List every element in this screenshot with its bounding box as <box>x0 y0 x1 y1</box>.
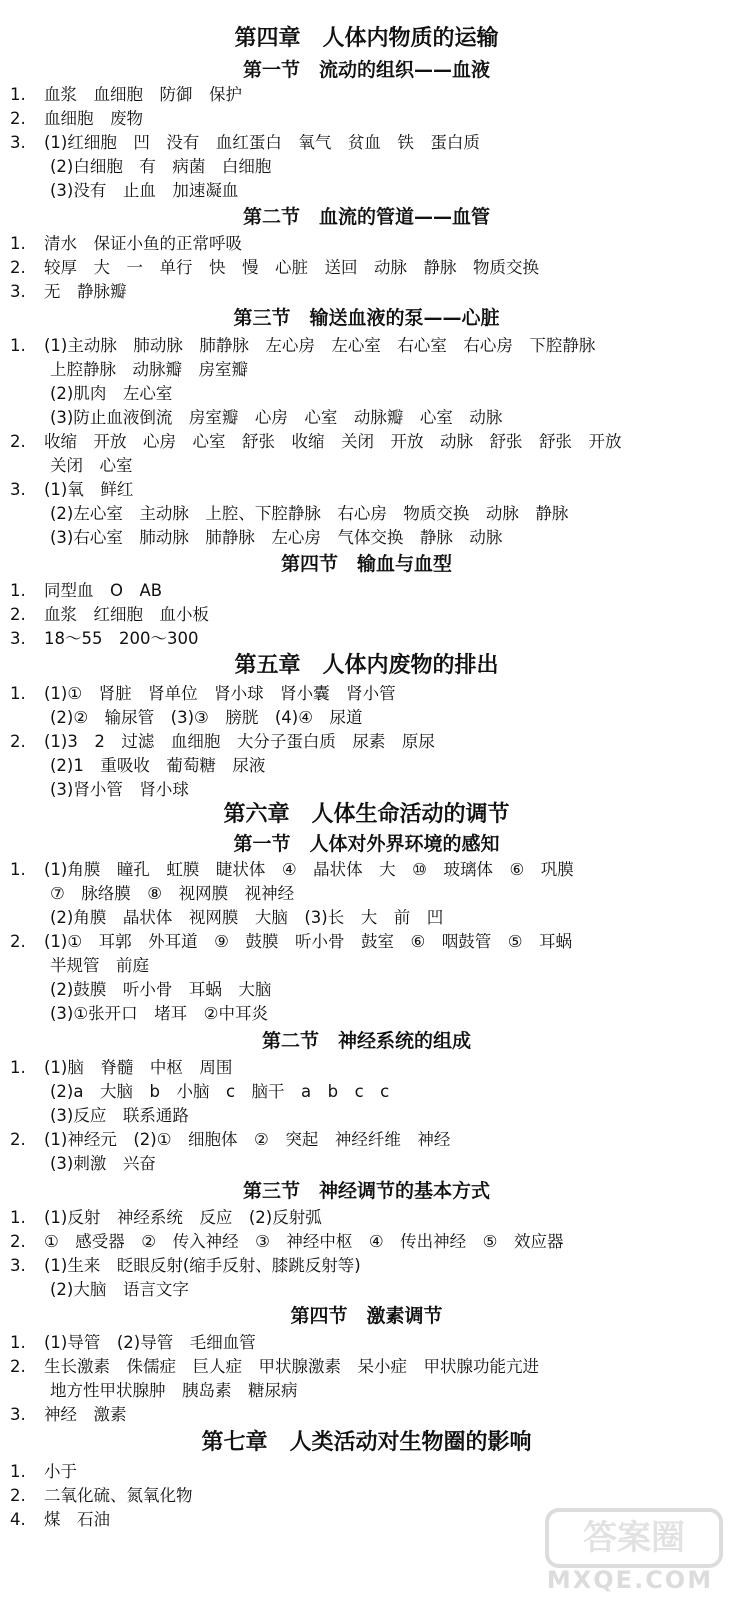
answer-line <box>10 132 480 153</box>
answer-line <box>10 108 143 129</box>
answer-text: 血细胞 废物 <box>44 109 143 128</box>
answer-text: (1)生来 眨眼反射(缩手反射、膝跳反射等) <box>44 1256 361 1275</box>
answer-text: 收缩 开放 心房 心室 舒张 收缩 关闭 开放 动脉 舒张 舒张 开放 <box>44 432 622 451</box>
answer-text: 无 静脉瓣 <box>44 282 127 301</box>
answer-continuation: (2)a 大脑 b 小脑 c 脑干 a b c c <box>50 1082 390 1101</box>
item-number: 1. <box>10 234 26 253</box>
item-number: 3. <box>10 133 26 152</box>
answer-text: (1)神经元 (2)① 细胞体 ② 突起 神经纤维 神经 <box>44 1130 451 1149</box>
answer-continuation: (2)左心室 主动脉 上腔、下腔静脉 右心房 物质交换 动脉 静脉 <box>50 504 569 523</box>
item-number: 2. <box>10 432 26 451</box>
item-number: 2. <box>10 932 26 951</box>
chapter-title: 第五章 人体内废物的排出 <box>234 653 499 678</box>
answer-continuation: (3)肾小管 肾小球 <box>50 780 189 799</box>
answer-continuation: (3)防止血液倒流 房室瓣 心房 心室 动脉瓣 心室 动脉 <box>50 408 503 427</box>
answer-line <box>10 628 198 649</box>
section-title: 第二节 血流的管道——血管 <box>242 206 490 228</box>
answer-line <box>10 604 209 625</box>
answer-line <box>10 1057 232 1078</box>
watermark <box>535 1506 725 1594</box>
item-number: 3. <box>10 282 26 301</box>
item-number: 3. <box>10 1256 26 1275</box>
section-title: 第一节 人体对外界环境的感知 <box>233 833 500 855</box>
answer-continuation: (3)反应 联系通路 <box>50 1106 189 1125</box>
chapter-title: 第七章 人类活动对生物圈的影响 <box>201 1430 532 1455</box>
answer-text: 神经 激素 <box>44 1405 127 1424</box>
answer-text: (1)脑 脊髓 中枢 周围 <box>44 1058 233 1077</box>
answer-text: (1)3 2 过滤 血细胞 大分子蛋白质 尿素 原尿 <box>44 732 435 751</box>
answer-text: 血浆 红细胞 血小板 <box>44 605 209 624</box>
item-number: 2. <box>10 732 26 751</box>
answer-continuation: (2)② 输尿管 (3)③ 膀胱 (4)④ 尿道 <box>50 708 363 727</box>
item-number: 2. <box>10 605 26 624</box>
answer-text: 二氧化硫、氮氧化物 <box>44 1486 193 1505</box>
section-title: 第四节 激素调节 <box>290 1305 443 1327</box>
answer-line <box>10 257 539 278</box>
answer-line <box>10 1404 127 1425</box>
item-number: 1. <box>10 684 26 703</box>
answer-continuation: (3)右心室 肺动脉 肺静脉 左心房 气体交换 静脉 动脉 <box>50 528 503 547</box>
answer-text: ① 感受器 ② 传入神经 ③ 神经中枢 ④ 传出神经 ⑤ 效应器 <box>44 1232 564 1251</box>
answer-continuation: 地方性甲状腺肿 胰岛素 糖尿病 <box>50 1381 298 1400</box>
answer-text: (1)反射 神经系统 反应 (2)反射弧 <box>44 1208 322 1227</box>
item-number: 1. <box>10 1462 26 1481</box>
item-number: 2. <box>10 1486 26 1505</box>
answer-line <box>10 479 133 500</box>
chapter-title: 第四章 人体内物质的运输 <box>234 26 499 51</box>
watermark-url: MXQE.COM <box>546 1566 714 1594</box>
answer-line <box>10 731 435 752</box>
item-number: 1. <box>10 1058 26 1077</box>
answer-continuation: (2)大脑 语言文字 <box>50 1280 189 1299</box>
answer-line <box>10 580 162 601</box>
item-number: 2. <box>10 258 26 277</box>
answer-text: 小于 <box>44 1462 77 1481</box>
answer-line <box>10 1356 539 1377</box>
answer-continuation: (2)角膜 晶状体 视网膜 大脑 (3)长 大 前 凹 <box>50 908 444 927</box>
item-number: 3. <box>10 1405 26 1424</box>
section-title: 第三节 神经调节的基本方式 <box>242 1180 490 1202</box>
answer-line <box>10 1509 110 1530</box>
answer-line <box>10 84 242 105</box>
answer-line <box>10 859 574 880</box>
answer-line <box>10 1255 361 1276</box>
answer-line <box>10 431 622 452</box>
answer-text: (1)红细胞 凹 没有 血红蛋白 氧气 贫血 铁 蛋白质 <box>44 133 480 152</box>
answer-text: (1)主动脉 肺动脉 肺静脉 左心房 左心室 右心室 右心房 下腔静脉 <box>44 336 596 355</box>
answer-continuation: 上腔静脉 动脉瓣 房室瓣 <box>50 360 248 379</box>
answer-continuation: (2)鼓膜 听小骨 耳蜗 大脑 <box>50 980 272 999</box>
item-number: 4. <box>10 1510 26 1529</box>
answer-line <box>10 1332 256 1353</box>
answer-text: 清水 保证小鱼的正常呼吸 <box>44 234 242 253</box>
answer-line <box>10 281 127 302</box>
section-title: 第三节 输送血液的泵——心脏 <box>233 307 500 329</box>
item-number: 3. <box>10 480 26 499</box>
answer-line <box>10 233 242 254</box>
answer-continuation: (2)白细胞 有 病菌 白细胞 <box>50 157 272 176</box>
answer-line <box>10 335 595 356</box>
answer-line <box>10 1207 322 1228</box>
answer-line <box>10 1231 563 1252</box>
section-title: 第二节 神经系统的组成 <box>261 1030 471 1052</box>
answer-continuation: 关闭 心室 <box>50 456 133 475</box>
answer-continuation: 半规管 前庭 <box>50 956 149 975</box>
answer-line <box>10 1129 450 1150</box>
item-number: 2. <box>10 1232 26 1251</box>
item-number: 2. <box>10 109 26 128</box>
answer-text: 生长激素 侏儒症 巨人症 甲状腺激素 呆小症 甲状腺功能亢进 <box>44 1357 539 1376</box>
item-number: 1. <box>10 1208 26 1227</box>
item-number: 3. <box>10 629 26 648</box>
answer-line <box>10 1461 77 1482</box>
answer-text: (1)① 肾脏 肾单位 肾小球 肾小囊 肾小管 <box>44 684 396 703</box>
answer-text: (1)角膜 瞳孔 虹膜 睫状体 ④ 晶状体 大 ⑩ 玻璃体 ⑥ 巩膜 <box>44 860 574 879</box>
item-number: 1. <box>10 581 26 600</box>
answer-text: 同型血 O AB <box>44 581 163 600</box>
answer-line <box>10 931 572 952</box>
item-number: 2. <box>10 1357 26 1376</box>
answer-text: 煤 石油 <box>44 1510 110 1529</box>
answer-line <box>10 1485 193 1506</box>
item-number: 1. <box>10 85 26 104</box>
answer-text: 较厚 大 一 单行 快 慢 心脏 送回 动脉 静脉 物质交换 <box>44 258 539 277</box>
answer-text: (1)导管 (2)导管 毛细血管 <box>44 1333 256 1352</box>
section-title: 第一节 流动的组织——血液 <box>242 59 490 81</box>
item-number: 1. <box>10 336 26 355</box>
section-title: 第四节 输血与血型 <box>280 553 452 575</box>
item-number: 1. <box>10 860 26 879</box>
item-number: 1. <box>10 1333 26 1352</box>
item-number: 2. <box>10 1130 26 1149</box>
answer-line <box>10 683 396 704</box>
answer-continuation: (2)1 重吸收 葡萄糖 尿液 <box>50 756 266 775</box>
answer-continuation: (3)没有 止血 加速凝血 <box>50 181 239 200</box>
answer-text: 血浆 血细胞 防御 保护 <box>44 85 242 104</box>
chapter-title: 第六章 人体生命活动的调节 <box>223 802 510 827</box>
answer-text: (1)氧 鲜红 <box>44 480 134 499</box>
watermark-logo: 答案圈 <box>545 1508 723 1568</box>
answer-text: 18～55 200～300 <box>44 629 199 648</box>
answer-continuation: ⑦ 脉络膜 ⑧ 视网膜 视神经 <box>50 884 295 903</box>
answer-text: (1)① 耳郭 外耳道 ⑨ 鼓膜 听小骨 鼓室 ⑥ 咽鼓管 ⑤ 耳蜗 <box>44 932 573 951</box>
answer-continuation: (3)①张开口 堵耳 ②中耳炎 <box>50 1004 268 1023</box>
answer-continuation: (2)肌肉 左心室 <box>50 384 173 403</box>
answer-continuation: (3)刺激 兴奋 <box>50 1154 156 1173</box>
